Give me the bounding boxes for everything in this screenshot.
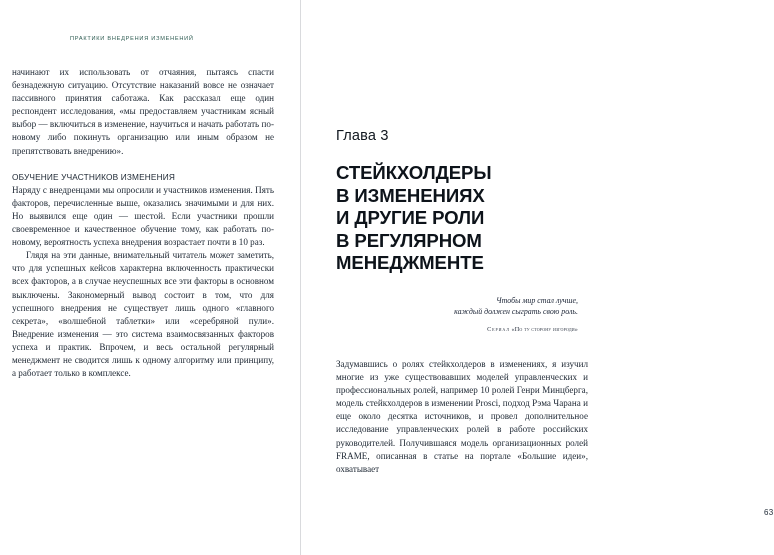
body-paragraph: Задумавшись о ролях стейкхолдеров в изменениях, я изучил многие из уже существовавших моделей управленческих и профессиональных ролей, например 10 ролей Генри Минцберга, модель стейкхолдеров в изменении Prosci, подход Рэма Чарана и еще около десятка источников, и провел дополнительное исследование управленческих ролей в работе российских руководителей. Получившаяся модель организационных ролей FRAME, описанная в статье на портале «Большие идеи», охватывает bbox=[336, 359, 588, 474]
body-paragraph: Глядя на эти данные, внимательный читатель может заметить, что для успешных кейсов характерна включенность практически всех факторов, а в случае неуспешных все эти факторы в основном выключены. Закономерный вывод состоит в том, что для успешного внедрения не существует лишь одного «главного секрета», «волшебной таблетки» или «серебряной пули». Внедрение изменения — это система взаимосвязанных факторов успеха и практик. Впрочем, и весь остальной регулярный менеджмент не сводится лишь к одному алгоритму или принципу, а работает только в комплексе. bbox=[12, 250, 274, 379]
chapter-title-line: СТЕЙКХОЛДЕРЫ bbox=[336, 162, 492, 183]
recto-page bbox=[300, 0, 774, 555]
epigraph-attribution bbox=[348, 325, 578, 334]
epigraph-line: Чтобы мир стал лучше, bbox=[496, 296, 578, 305]
running-header: ПРАКТИКИ ВНЕДРЕНИЯ ИЗМЕНЕНИЙ bbox=[70, 36, 194, 42]
verso-page bbox=[0, 0, 300, 555]
epigraph-source-work: «По ту сторону изгороди» bbox=[511, 326, 578, 333]
epigraph-line: каждый должен сыграть свою роль. bbox=[454, 307, 578, 317]
chapter-title-line: В ИЗМЕНЕНИЯХ bbox=[336, 184, 485, 206]
body-paragraph: Наряду с внедренцами мы опросили и участников изменения. Пять факторов, перечисленные выше, оказались значимыми и для них. Но выявился еще один — шестой. Если участники прошли своевременное и качественное обучение тому, как работать по-новому, вероятность успеха внедрения возрастает почти в 10 раз. bbox=[12, 184, 274, 248]
chapter-label: Глава 3 bbox=[336, 128, 389, 144]
recto-text-column bbox=[336, 358, 588, 476]
verso-text-column bbox=[12, 66, 274, 380]
chapter-title-line: В РЕГУЛЯРНОМ bbox=[336, 229, 482, 251]
chapter-title-line: И ДРУГИЕ РОЛИ bbox=[336, 207, 485, 229]
section-subheading: ОБУЧЕНИЕ УЧАСТНИКОВ ИЗМЕНЕНИЯ bbox=[12, 171, 176, 182]
chapter-title bbox=[336, 162, 586, 275]
chapter-epigraph bbox=[348, 295, 578, 318]
page-number: 63 bbox=[764, 508, 774, 517]
epigraph-source-name: Сериал bbox=[487, 326, 510, 333]
body-paragraph: начинают их использовать от отчаяния, пытаясь спасти безнадежную ситуацию. Отсутствие наказаний вовсе не означает пассивного принятия саботажа. Как рассказал еще один респондент исследования, «мы предоставляем участникам ясный выбор — включиться в изменение, научиться и начать работать по-новому либо покинуть организацию или иным образом не препятствовать внедрению». bbox=[12, 67, 274, 156]
chapter-title-line: МЕНЕДЖМЕНТЕ bbox=[336, 252, 484, 274]
